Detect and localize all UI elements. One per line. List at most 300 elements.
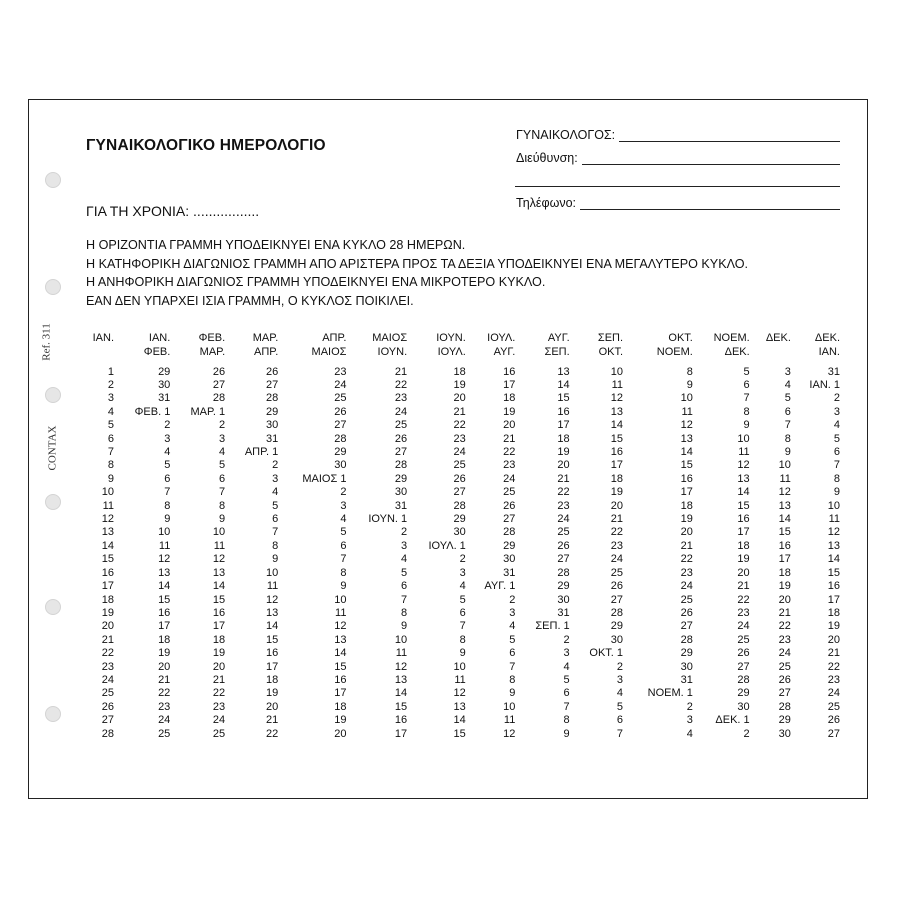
- table-cell: 4: [833, 419, 840, 432]
- table-cell: 14: [610, 419, 624, 432]
- table-cell: 5: [563, 673, 570, 686]
- table-cell: 3: [686, 714, 693, 727]
- table-row: [80, 459, 842, 472]
- column-header-line2: ΑΠΡ.: [253, 346, 279, 358]
- table-cell: 5: [401, 566, 408, 579]
- column-header-line1: ΑΥΓ.: [547, 332, 570, 344]
- column-header: [172, 321, 227, 359]
- day-cell: 13: [101, 526, 115, 539]
- table-cell: 24: [680, 580, 693, 593]
- table-cell: 10: [778, 459, 791, 472]
- table-cell: 27: [737, 660, 750, 673]
- table-cell: 11: [828, 513, 840, 526]
- table-row: [80, 486, 842, 499]
- table-cell: 23: [680, 566, 693, 579]
- table-cell: 14: [266, 620, 279, 633]
- table-cell: 2: [686, 700, 693, 713]
- table-cell: 20: [778, 593, 791, 606]
- table-cell: 22: [453, 419, 466, 432]
- table-cell: 21: [266, 714, 279, 727]
- column-header-line1: ΙΑΝ.: [148, 332, 171, 344]
- table-row: [80, 526, 842, 539]
- table-cell: 15: [557, 392, 570, 405]
- table-cell: 17: [557, 419, 570, 432]
- table-cell: 20: [212, 660, 226, 673]
- column-header: [227, 321, 280, 359]
- table-cell: 9: [686, 379, 693, 391]
- table-cell: 3: [616, 673, 624, 686]
- table-cell: 12: [334, 620, 347, 633]
- table-cell: 6: [509, 647, 516, 660]
- table-cell: 21: [503, 432, 516, 445]
- table-row: [80, 634, 842, 647]
- table-cell: 15: [394, 700, 408, 713]
- table-cell: 22: [266, 727, 279, 740]
- table-cell: 28: [334, 432, 347, 445]
- table-cell: 19: [557, 446, 570, 459]
- table-cell: 18: [158, 633, 171, 646]
- table-cell: 24: [394, 405, 408, 418]
- table-cell: 11: [454, 673, 466, 686]
- table-cell: 6: [340, 539, 347, 552]
- table-cell: ΑΠΡ. 1: [244, 446, 279, 459]
- table-cell: 25: [394, 419, 408, 432]
- table-cell: 19: [266, 687, 279, 700]
- table-cell: 8: [784, 432, 791, 445]
- table-cell: 31: [394, 499, 408, 512]
- table-cell: 20: [827, 633, 840, 646]
- table-cell: 30: [503, 553, 516, 566]
- table-cell: 13: [158, 566, 171, 579]
- table-cell: 26: [334, 405, 347, 418]
- table-cell: 10: [212, 526, 226, 539]
- table-cell: 2: [272, 459, 279, 472]
- table-cell: 23: [827, 673, 840, 686]
- table-cell: 13: [266, 606, 279, 619]
- table-cell: 21: [737, 580, 750, 593]
- table-cell: 22: [737, 593, 750, 606]
- table-cell: 17: [212, 620, 226, 633]
- table-cell: 18: [503, 392, 516, 405]
- table-cell: 13: [737, 472, 750, 485]
- table-cell: 26: [827, 714, 840, 727]
- table-cell: 13: [827, 539, 840, 552]
- table-row: [80, 567, 842, 580]
- table-cell: 6: [459, 606, 466, 619]
- day-cell: 14: [101, 539, 115, 552]
- table-cell: 28: [503, 526, 516, 539]
- cycle-table: [80, 321, 842, 741]
- table-cell: 23: [778, 633, 791, 646]
- table-cell: 2: [459, 553, 466, 566]
- table-cell: 7: [616, 727, 624, 740]
- table-cell: 29: [610, 620, 624, 633]
- day-cell: 28: [101, 727, 115, 740]
- table-cell: 25: [610, 566, 624, 579]
- table-cell: 4: [616, 687, 624, 700]
- gynecologist-field[interactable]: [516, 128, 840, 142]
- table-cell: 29: [737, 687, 750, 700]
- table-cell: 26: [394, 432, 408, 445]
- column-header: [348, 321, 409, 359]
- table-cell: 21: [557, 472, 570, 485]
- table-cell: 4: [219, 446, 226, 459]
- table-cell: 19: [610, 486, 624, 499]
- column-header: [517, 321, 571, 359]
- table-cell: 2: [509, 593, 516, 606]
- table-cell: 17: [266, 660, 279, 673]
- table-cell: 21: [827, 647, 840, 660]
- table-cell: 19: [827, 620, 840, 633]
- table-cell: 12: [453, 687, 466, 700]
- day-cell: 21: [101, 633, 115, 646]
- table-cell: 11: [266, 580, 279, 593]
- gynecologist-label: ΓΥΝΑΙΚΟΛΟΓΟΣ:: [516, 128, 616, 142]
- day-cell: 25: [101, 687, 115, 700]
- table-cell: 11: [779, 472, 791, 485]
- day-cell: 1: [107, 365, 115, 378]
- table-cell: 10: [158, 526, 171, 539]
- table-cell: 20: [557, 459, 570, 472]
- day-cell: 12: [101, 513, 115, 526]
- table-cell: 3: [272, 472, 279, 485]
- table-cell: 17: [680, 486, 693, 499]
- table-cell: 9: [743, 419, 750, 432]
- table-cell: 7: [164, 486, 171, 499]
- phone-line[interactable]: [580, 208, 840, 210]
- table-cell: 13: [778, 499, 791, 512]
- table-cell: 30: [266, 419, 279, 432]
- table-cell: 5: [833, 432, 840, 445]
- table-cell: 17: [778, 553, 791, 566]
- table-cell: 19: [334, 714, 347, 727]
- day-cell: 8: [107, 459, 115, 472]
- address-field[interactable]: [516, 151, 840, 165]
- table-cell: ΝΟΕΜ. 1: [647, 687, 693, 700]
- table-cell: 30: [453, 526, 466, 539]
- table-row: [80, 359, 842, 379]
- table-cell: 5: [340, 526, 347, 539]
- column-header-line2: ΙΟΥΝ.: [377, 346, 408, 358]
- table-cell: 29: [453, 513, 466, 526]
- column-header: [468, 321, 518, 359]
- table-cell: 19: [778, 580, 791, 593]
- table-cell: 14: [394, 687, 408, 700]
- table-cell: 24: [453, 446, 466, 459]
- table-cell: 20: [266, 700, 279, 713]
- table-cell: 4: [784, 379, 791, 391]
- table-cell: 15: [610, 432, 624, 445]
- table-cell: 13: [394, 673, 408, 686]
- table-cell: 9: [509, 687, 516, 700]
- table-cell: 20: [503, 419, 516, 432]
- table-cell: 24: [827, 687, 840, 700]
- table-cell: 27: [394, 446, 408, 459]
- table-cell: 6: [401, 580, 408, 593]
- table-cell: 2: [616, 660, 624, 673]
- table-cell: ΟΚΤ. 1: [589, 647, 624, 660]
- table-cell: 15: [212, 593, 226, 606]
- table-cell: 14: [737, 486, 750, 499]
- table-cell: 29: [266, 405, 279, 418]
- table-cell: 22: [212, 687, 226, 700]
- table-cell: 10: [334, 593, 347, 606]
- table-cell: 16: [266, 647, 279, 660]
- table-cell: 19: [680, 513, 693, 526]
- table-cell: 8: [833, 472, 840, 485]
- table-cell: 6: [743, 379, 750, 391]
- table-cell: 27: [778, 687, 791, 700]
- table-cell: 10: [453, 660, 466, 673]
- table-cell: 8: [509, 673, 516, 686]
- column-header-line2: ΑΥΓ.: [493, 346, 516, 358]
- table-cell: 6: [272, 513, 279, 526]
- table-cell: 6: [219, 472, 226, 485]
- table-cell: 18: [610, 472, 624, 485]
- table-cell: 9: [164, 513, 171, 526]
- table-cell: 16: [503, 365, 516, 378]
- table-cell: ΙΟΥΛ. 1: [428, 539, 466, 552]
- table-cell: 21: [610, 513, 624, 526]
- table-cell: 27: [557, 553, 570, 566]
- table-cell: 2: [743, 727, 750, 740]
- day-cell: 18: [101, 593, 115, 606]
- column-header: [409, 321, 468, 359]
- table-cell: 28: [557, 566, 570, 579]
- day-cell: 7: [107, 446, 115, 459]
- table-cell: 19: [737, 553, 750, 566]
- table-cell: 12: [503, 727, 516, 740]
- table-row: [80, 728, 842, 741]
- address-line[interactable]: [582, 163, 840, 165]
- address-label: Διεύθυνση:: [516, 151, 578, 165]
- day-cell: 9: [107, 472, 115, 485]
- table-cell: 11: [611, 379, 624, 391]
- table-cell: 5: [616, 700, 624, 713]
- table-cell: 9: [459, 647, 466, 660]
- table-cell: 17: [503, 379, 516, 391]
- column-header-line1: ΣΕΠ.: [597, 332, 624, 344]
- column-header-line2: [82, 345, 114, 359]
- table-cell: 29: [680, 647, 693, 660]
- table-cell: 25: [778, 660, 791, 673]
- column-header-line1: ΙΟΥΛ.: [487, 332, 516, 344]
- column-header-line1: ΙΟΥΝ.: [436, 332, 466, 344]
- table-row: [80, 406, 842, 419]
- day-cell: 3: [107, 392, 115, 405]
- table-cell: 21: [453, 405, 466, 418]
- table-cell: 6: [616, 714, 624, 727]
- table-cell: 14: [778, 513, 791, 526]
- table-cell: 14: [680, 446, 693, 459]
- table-cell: 25: [557, 526, 570, 539]
- table-row: [80, 433, 842, 446]
- table-cell: 28: [737, 673, 750, 686]
- column-header-line2: ΔΕΚ.: [724, 346, 750, 358]
- table-cell: 11: [738, 446, 750, 459]
- table-cell: 29: [778, 714, 791, 727]
- table-cell: 12: [827, 526, 840, 539]
- day-cell: 4: [107, 405, 115, 418]
- table-cell: 23: [557, 499, 570, 512]
- table-cell: ΜΑΙΟΣ 1: [302, 472, 347, 485]
- table-cell: 3: [509, 606, 516, 619]
- table-cell: 16: [394, 714, 408, 727]
- table-cell: ΦΕΒ. 1: [134, 405, 171, 418]
- table-cell: 12: [778, 486, 791, 499]
- table-cell: 10: [737, 432, 750, 445]
- table-cell: 14: [158, 580, 171, 593]
- table-cell: 15: [158, 593, 171, 606]
- table-cell: 17: [334, 687, 347, 700]
- table-cell: 12: [212, 553, 226, 566]
- table-cell: 23: [158, 700, 171, 713]
- table-cell: 22: [827, 660, 840, 673]
- table-cell: 15: [827, 566, 840, 579]
- table-cell: 5: [509, 633, 516, 646]
- day-cell: 16: [101, 566, 115, 579]
- column-header-line2: ΜΑΙΟΣ: [311, 346, 347, 358]
- table-cell: 25: [827, 700, 840, 713]
- table-cell: 8: [563, 714, 570, 727]
- table-cell: 8: [219, 499, 226, 512]
- table-cell: 25: [158, 727, 171, 740]
- brand-label: CONTAX: [46, 425, 59, 471]
- table-cell: 12: [266, 593, 279, 606]
- table-cell: 18: [266, 673, 279, 686]
- table-cell: 3: [784, 365, 791, 378]
- year-field[interactable]: ΓΙΑ ΤΗ ΧΡΟΝΙΑ: .................: [86, 203, 260, 219]
- table-cell: 30: [610, 633, 624, 646]
- table-cell: 18: [778, 566, 791, 579]
- table-row: [80, 714, 842, 727]
- table-cell: 23: [737, 606, 750, 619]
- table-cell: 16: [680, 472, 693, 485]
- table-cell: 30: [680, 660, 693, 673]
- table-cell: 7: [509, 660, 516, 673]
- table-cell: 13: [680, 432, 693, 445]
- table-cell: 19: [158, 647, 171, 660]
- table-cell: 22: [610, 526, 624, 539]
- binder-hole: [45, 279, 61, 295]
- table-cell: 20: [158, 660, 171, 673]
- table-cell: 4: [459, 580, 466, 593]
- table-cell: 26: [680, 606, 693, 619]
- table-row: [80, 701, 842, 714]
- table-cell: 25: [680, 593, 693, 606]
- table-cell: 3: [563, 647, 570, 660]
- column-header-line2: ΙΟΥΛ.: [437, 346, 466, 358]
- ref-label: Ref. 311: [40, 323, 53, 361]
- table-cell: 22: [778, 620, 791, 633]
- table-row: [80, 419, 842, 432]
- table-cell: 4: [340, 513, 347, 526]
- table-cell: 24: [610, 553, 624, 566]
- table-cell: 27: [334, 419, 347, 432]
- table-cell: 24: [737, 620, 750, 633]
- binder-hole: [45, 387, 61, 403]
- table-cell: 19: [453, 379, 466, 391]
- binder-hole: [45, 599, 61, 615]
- note-line: Η ΚΑΤΗΦΟΡΙΚΗ ΔΙΑΓΩΝΙΟΣ ΓΡΑΜΜΗ ΑΠΟ ΑΡΙΣΤΕΡΑ ΠΡΟΣ ΤΑ ΔΕΞΙΑ ΥΠΟΔΕΙΚΝΥΕΙ ΕΝΑ ΜΕΓΑΛΥΤΕΡΟ ΚΥΚΛΟ.: [86, 256, 749, 271]
- day-cell: 15: [101, 553, 115, 566]
- table-cell: 13: [557, 365, 570, 378]
- table-cell: 14: [827, 553, 840, 566]
- table-row: [80, 379, 842, 392]
- day-cell: 11: [102, 499, 115, 512]
- table-cell: 21: [680, 539, 693, 552]
- table-cell: 15: [778, 526, 791, 539]
- note-line: Η ΑΝΗΦΟΡΙΚΗ ΔΙΑΓΩΝΙΟΣ ΓΡΑΜΜΗ ΥΠΟΔΕΙΚΝΥΕΙ ΕΝΑ ΜΙΚΡΟΤΕΡΟ ΚΥΚΛΟ.: [86, 275, 546, 289]
- phone-field[interactable]: [516, 196, 840, 210]
- table-cell: 30: [334, 459, 347, 472]
- day-cell: 20: [101, 620, 115, 633]
- column-header-line1: ΔΕΚ.: [814, 332, 840, 344]
- table-cell: 25: [503, 486, 516, 499]
- table-cell: 16: [334, 673, 347, 686]
- column-header-line1: ΝΟΕΜ.: [713, 332, 750, 344]
- table-cell: 13: [334, 633, 347, 646]
- address-line-2[interactable]: [515, 186, 840, 187]
- column-header-line2: ΦΕΒ.: [143, 346, 171, 358]
- table-cell: ΣΕΠ. 1: [535, 620, 570, 633]
- table-cell: 10: [266, 566, 279, 579]
- column-header-line2: ΜΑΡ.: [199, 346, 226, 358]
- table-cell: 18: [453, 365, 466, 378]
- table-cell: ΙΟΥΝ. 1: [368, 513, 408, 526]
- table-cell: 15: [680, 459, 693, 472]
- table-cell: 5: [784, 392, 791, 405]
- table-cell: 28: [680, 633, 693, 646]
- table-row: [80, 473, 842, 486]
- table-cell: 4: [401, 553, 408, 566]
- table-cell: 3: [340, 499, 347, 512]
- column-header-line2: [754, 345, 791, 359]
- table-cell: 10: [680, 392, 693, 405]
- table-cell: 11: [335, 606, 347, 619]
- table-cell: 2: [340, 486, 347, 499]
- column-header-line2: ΣΕΠ.: [544, 346, 570, 358]
- table-cell: 12: [610, 392, 624, 405]
- day-cell: 6: [107, 432, 115, 445]
- table-cell: 8: [401, 606, 408, 619]
- table-cell: 25: [334, 392, 347, 405]
- page-title: ΓΥΝΑΙΚΟΛΟΓΙΚΟ ΗΜΕΡΟΛΟΓΙΟ: [86, 137, 326, 154]
- table-cell: 20: [334, 727, 347, 740]
- table-cell: 21: [212, 673, 226, 686]
- table-cell: 14: [453, 714, 466, 727]
- gynecologist-line[interactable]: [619, 140, 840, 142]
- table-cell: 21: [778, 606, 791, 619]
- binder-hole: [45, 494, 61, 510]
- table-cell: 14: [334, 647, 347, 660]
- table-cell: 21: [158, 673, 171, 686]
- table-cell: 19: [212, 647, 226, 660]
- table-cell: 9: [272, 553, 279, 566]
- table-row: [80, 553, 842, 566]
- table-cell: 9: [833, 486, 840, 499]
- column-header-line1: ΜΑΙΟΣ: [372, 332, 408, 344]
- table-cell: 4: [686, 727, 693, 740]
- table-cell: 7: [563, 700, 570, 713]
- table-row: [80, 580, 842, 593]
- table-cell: 26: [610, 580, 624, 593]
- table-cell: 26: [266, 365, 279, 378]
- table-cell: 7: [401, 593, 408, 606]
- table-cell: 5: [459, 593, 466, 606]
- day-cell: 10: [101, 486, 115, 499]
- column-header: [116, 321, 172, 359]
